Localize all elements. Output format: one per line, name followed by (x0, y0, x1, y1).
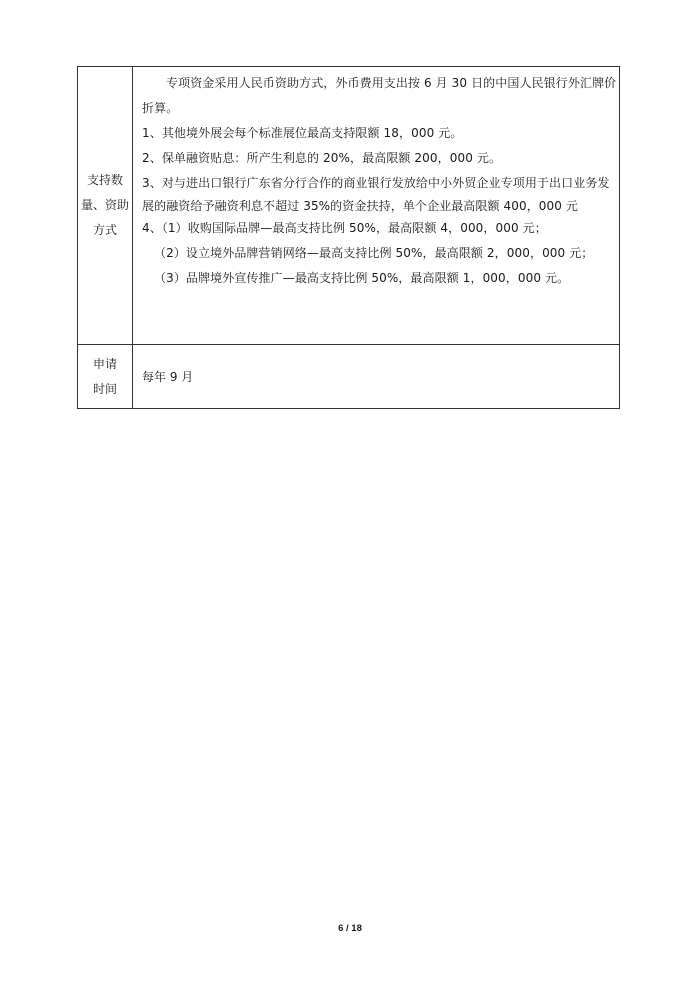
row-label-support-method (78, 67, 133, 345)
paragraph-item-2: 2、保单融资贴息：所产生利息的 20%，最高限额 200，000 元。 (142, 151, 502, 165)
table-row-support-method (78, 67, 620, 345)
paragraph-item-4-2: （2）设立境外品牌营销网络—最高支持比例 50%，最高限额 2，000，000 元； (154, 246, 594, 260)
label-line: 时间 (92, 381, 117, 396)
paragraph-item-3-cont: 展的融资给予融资利息不超过 35%的资金扶持，单个企业最高限额 400，000 元 (142, 199, 579, 213)
application-time-value: 每年 9 月 (133, 345, 620, 409)
label-line: 量、资助 (80, 198, 129, 212)
policy-table (77, 66, 620, 409)
paragraph-currency: 专项资金采用人民币资助方式，外币费用支出按 6 月 30 日的中国人民银行外汇牌价 (166, 76, 617, 90)
paragraph-item-3: 3、对与进出口银行广东省分行合作的商业银行发放给中小外贸企业专项用于出口业务发 (142, 176, 610, 190)
table-row-application-time (78, 345, 620, 409)
row-label-application-time (78, 345, 133, 409)
paragraph-item-4-3: （3）品牌境外宣传推广—最高支持比例 50%，最高限额 1，000，000 元。 (154, 271, 570, 285)
label-line: 申请 (92, 356, 117, 371)
paragraph-currency-cont: 折算。 (142, 101, 179, 115)
paragraph-item-1: 1、其他境外展会每个标准展位最高支持限额 18，000 元。 (142, 126, 463, 140)
paragraph-item-4-1: 4、（1）收购国际品牌—最高支持比例 50%，最高限额 4，000，000 元； (142, 221, 547, 235)
support-method-content (133, 67, 620, 345)
label-line: 支持数 (86, 173, 123, 187)
page-number: 6 / 18 (338, 923, 362, 934)
label-line: 方式 (92, 223, 117, 237)
